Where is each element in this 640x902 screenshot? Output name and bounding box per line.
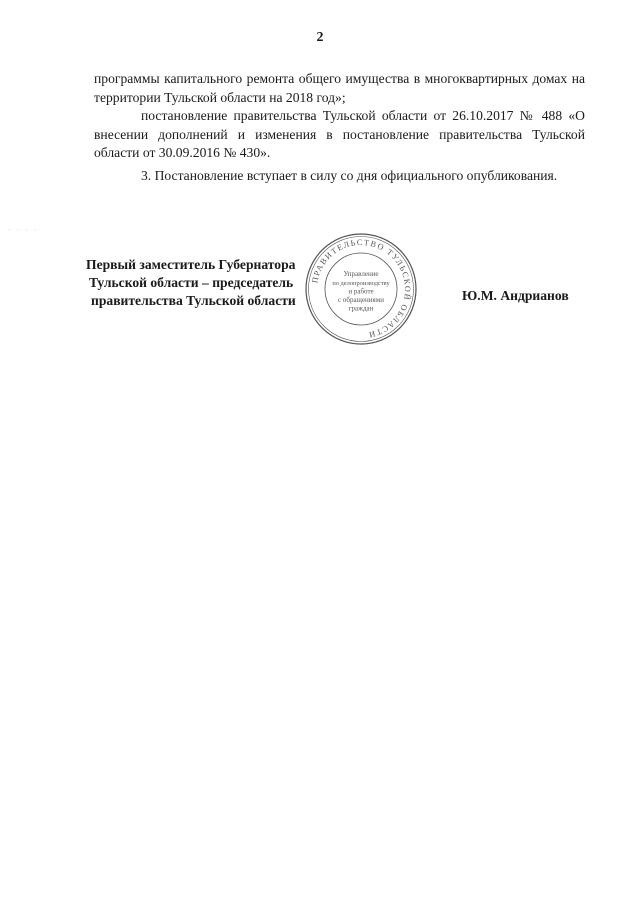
official-stamp [304,232,418,346]
signatory-name: Ю.М. Андрианов [462,288,569,303]
stamp-ring-text: ПРАВИТЕЛЬСТВО ТУЛЬСКОЙ ОБЛАСТИ [310,237,413,340]
page-number: 2 [316,30,324,45]
document-body [94,70,585,186]
scan-artifact: · · · · [8,226,39,235]
stamp-center-line: Управление [343,270,379,278]
paragraph-effective-date: 3. Постановление вступает в силу со дня официального опубликования. [141,167,558,183]
paragraph-resolution-reference: постановление правительства Тульской области от 26.10.2017 № 488 «О внесении дополнений и изменения в постановление правительства Тульской области от 30.09.2016 № 430». [94,108,585,161]
paragraph-continuation: программы капитального ремонта общего имущества в многоквартирных домах на территории Тульской области на 2018 год»; [94,71,585,105]
signatory-title-line: Тульской области – председатель [89,275,294,290]
signatory-title-line: правительства Тульской области [91,293,296,308]
stamp-center-line: граждан [348,304,374,313]
stamp-center-line: по делопроизводству [332,280,390,287]
signatory-title-line: Первый заместитель Губернатора [86,257,296,272]
stamp-center-line: с обращениями [338,296,384,304]
stamp-center-line: и работе [348,287,374,296]
signature-block [86,256,296,310]
